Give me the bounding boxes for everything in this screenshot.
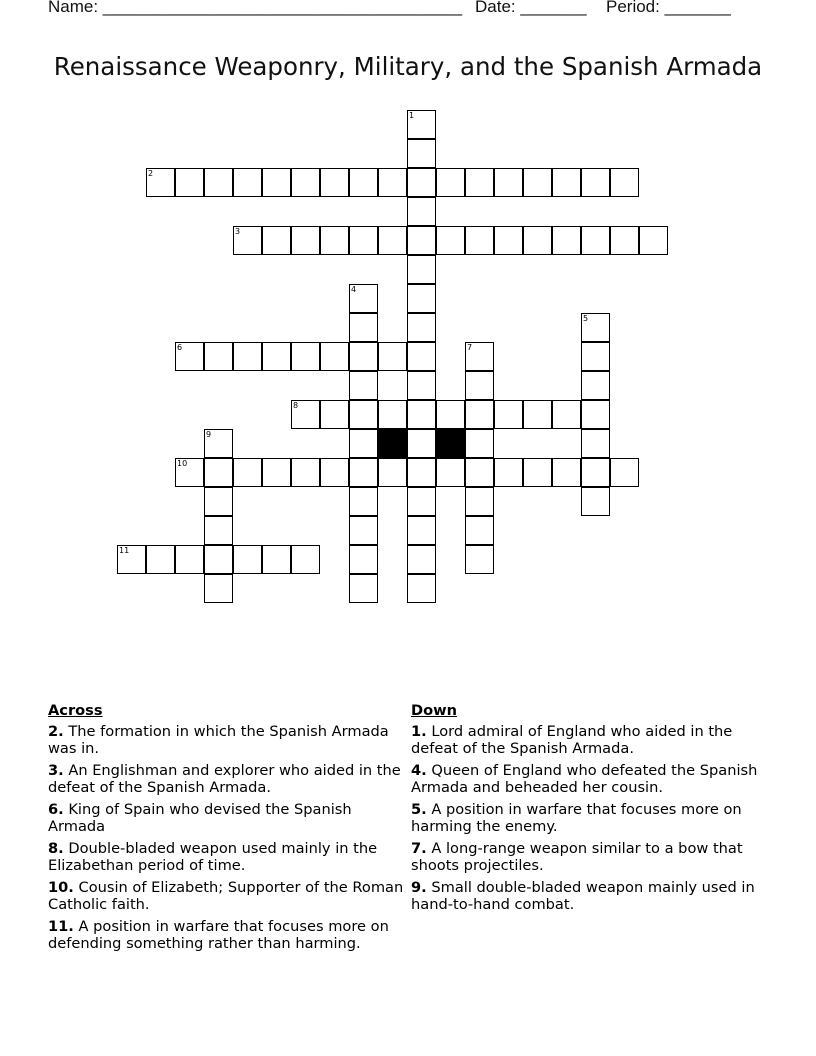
- crossword-cell[interactable]: [291, 168, 320, 197]
- across-clue: [48, 801, 413, 835]
- clue-number-label: 8.: [48, 840, 64, 857]
- clue-text: Cousin of Elizabeth; Supporter of the Roman Catholic faith.: [48, 879, 404, 913]
- crossword-cell[interactable]: [465, 168, 494, 197]
- crossword-cell[interactable]: [407, 139, 436, 168]
- crossword-cell[interactable]: [407, 458, 436, 487]
- crossword-cell[interactable]: [204, 458, 233, 487]
- clue-number-label: 4.: [411, 762, 427, 779]
- crossword-cell[interactable]: [465, 545, 494, 574]
- crossword-cell[interactable]: [349, 458, 378, 487]
- crossword-cell[interactable]: [407, 284, 436, 313]
- crossword-cell[interactable]: [320, 342, 349, 371]
- clue-number: 4: [351, 285, 357, 294]
- down-clue: [411, 840, 776, 874]
- crossword-cell[interactable]: [349, 342, 378, 371]
- crossword-cell[interactable]: [233, 458, 262, 487]
- across-clue: [48, 723, 413, 757]
- clue-number: 2: [148, 169, 154, 178]
- crossword-cell[interactable]: [465, 400, 494, 429]
- clue-text: King of Spain who devised the Spanish Armada: [48, 801, 352, 835]
- across-clues: [48, 702, 413, 957]
- clue-text: Queen of England who defeated the Spanish Armada and beheaded her cousin.: [411, 762, 758, 796]
- crossword-cell[interactable]: [146, 168, 175, 197]
- crossword-cell[interactable]: [233, 226, 262, 255]
- down-clues: [411, 702, 776, 918]
- crossword-cell[interactable]: [262, 168, 291, 197]
- clue-number: 9: [206, 430, 212, 439]
- crossword-cell[interactable]: [494, 458, 523, 487]
- crossword-cell[interactable]: [407, 574, 436, 603]
- black-square: [436, 429, 465, 458]
- crossword-cell[interactable]: [552, 226, 581, 255]
- crossword-cell[interactable]: [465, 371, 494, 400]
- crossword-cell[interactable]: [175, 342, 204, 371]
- crossword-cell[interactable]: [291, 342, 320, 371]
- name-field-label[interactable]: Name: ______________________________________: [48, 0, 463, 16]
- clue-text: The formation in which the Spanish Armada was in.: [48, 723, 389, 757]
- crossword-cell[interactable]: [175, 545, 204, 574]
- period-field-label[interactable]: Period: _______: [606, 0, 731, 16]
- across-clue: [48, 918, 413, 952]
- clue-number-label: 11.: [48, 918, 74, 935]
- across-clue: [48, 840, 413, 874]
- clue-number-label: 3.: [48, 762, 64, 779]
- crossword-cell[interactable]: [407, 545, 436, 574]
- crossword-cell[interactable]: [581, 168, 610, 197]
- crossword-cell[interactable]: [436, 458, 465, 487]
- down-heading: Down: [411, 702, 458, 719]
- crossword-cell[interactable]: [581, 371, 610, 400]
- clue-text: A position in warfare that focuses more on harming the enemy.: [411, 801, 742, 835]
- clue-number-label: 6.: [48, 801, 64, 818]
- crossword-cell[interactable]: [233, 168, 262, 197]
- crossword-cell[interactable]: [407, 168, 436, 197]
- crossword-cell[interactable]: [581, 458, 610, 487]
- across-heading: Across: [48, 702, 103, 719]
- crossword-cell[interactable]: [465, 458, 494, 487]
- crossword-cell[interactable]: [378, 226, 407, 255]
- crossword-cell[interactable]: [204, 487, 233, 516]
- clue-text: A long-range weapon similar to a bow that shoots projectiles.: [411, 840, 743, 874]
- date-field-label[interactable]: Date: _______: [475, 0, 587, 16]
- crossword-cell[interactable]: [349, 313, 378, 342]
- down-clue: [411, 762, 776, 796]
- crossword-cell[interactable]: [581, 487, 610, 516]
- crossword-cell[interactable]: [610, 458, 639, 487]
- crossword-cell[interactable]: [291, 226, 320, 255]
- crossword-cell[interactable]: [407, 516, 436, 545]
- crossword-cell[interactable]: [465, 516, 494, 545]
- crossword-cell[interactable]: [349, 574, 378, 603]
- crossword-cell[interactable]: [233, 545, 262, 574]
- crossword-cell[interactable]: [465, 429, 494, 458]
- clue-text: An Englishman and explorer who aided in the defeat of the Spanish Armada.: [48, 762, 401, 796]
- crossword-cell[interactable]: [407, 255, 436, 284]
- down-clue: [411, 723, 776, 757]
- crossword-cell[interactable]: [581, 400, 610, 429]
- crossword-cell[interactable]: [465, 226, 494, 255]
- clue-number: 6: [177, 343, 183, 352]
- crossword-cell[interactable]: [494, 226, 523, 255]
- crossword-cell[interactable]: [407, 400, 436, 429]
- crossword-cell[interactable]: [320, 226, 349, 255]
- crossword-cell[interactable]: [349, 429, 378, 458]
- crossword-cell[interactable]: [349, 371, 378, 400]
- clue-number-label: 1.: [411, 723, 427, 740]
- crossword-cell[interactable]: [407, 110, 436, 139]
- puzzle-title: Renaissance Weaponry, Military, and the Spanish Armada: [53, 52, 763, 81]
- across-clue: [48, 879, 413, 913]
- crossword-cell[interactable]: [204, 168, 233, 197]
- crossword-cell[interactable]: [378, 342, 407, 371]
- down-clue: [411, 879, 776, 913]
- black-square: [378, 429, 407, 458]
- crossword-cell[interactable]: [320, 168, 349, 197]
- crossword-cell[interactable]: [407, 226, 436, 255]
- crossword-cell[interactable]: [204, 342, 233, 371]
- crossword-cell[interactable]: [581, 429, 610, 458]
- clue-number: 3: [235, 227, 241, 236]
- crossword-cell[interactable]: [552, 168, 581, 197]
- crossword-cell[interactable]: [233, 342, 262, 371]
- crossword-cell[interactable]: [407, 371, 436, 400]
- clue-number-label: 9.: [411, 879, 427, 896]
- crossword-cell[interactable]: [407, 487, 436, 516]
- across-clue-list: [48, 723, 413, 952]
- crossword-cell[interactable]: [610, 168, 639, 197]
- crossword-cell[interactable]: [349, 487, 378, 516]
- crossword-cell[interactable]: [175, 168, 204, 197]
- crossword-cell[interactable]: [349, 400, 378, 429]
- crossword-cell[interactable]: [349, 226, 378, 255]
- clue-number-label: 2.: [48, 723, 64, 740]
- crossword-cell[interactable]: [552, 400, 581, 429]
- crossword-cell[interactable]: [349, 284, 378, 313]
- crossword-cell[interactable]: [204, 429, 233, 458]
- crossword-cell[interactable]: [291, 458, 320, 487]
- crossword-cell[interactable]: [349, 516, 378, 545]
- crossword-cell[interactable]: [204, 574, 233, 603]
- crossword-cell[interactable]: [204, 516, 233, 545]
- crossword-cell[interactable]: [465, 487, 494, 516]
- crossword-cell[interactable]: [581, 226, 610, 255]
- crossword-cell[interactable]: [175, 458, 204, 487]
- crossword-cell[interactable]: [378, 168, 407, 197]
- clue-number: 5: [583, 314, 589, 323]
- crossword-cell[interactable]: [407, 313, 436, 342]
- crossword-cell[interactable]: [291, 400, 320, 429]
- crossword-cell[interactable]: [639, 226, 668, 255]
- clue-number: 10: [177, 459, 188, 468]
- crossword-cell[interactable]: [146, 545, 175, 574]
- clue-number: 11: [119, 546, 130, 555]
- crossword-cell[interactable]: [262, 545, 291, 574]
- crossword-cell[interactable]: [117, 545, 146, 574]
- down-clue: [411, 801, 776, 835]
- crossword-cell[interactable]: [494, 400, 523, 429]
- clue-number: 1: [409, 111, 415, 120]
- crossword-cell[interactable]: [407, 197, 436, 226]
- crossword-cell[interactable]: [349, 168, 378, 197]
- crossword-cell[interactable]: [320, 400, 349, 429]
- clue-text: Double-bladed weapon used mainly in the Elizabethan period of time.: [48, 840, 378, 874]
- crossword-cell[interactable]: [581, 313, 610, 342]
- clue-number-label: 10.: [48, 879, 74, 896]
- crossword-cell[interactable]: [436, 168, 465, 197]
- crossword-cell[interactable]: [436, 226, 465, 255]
- clue-text: Small double-bladed weapon mainly used in hand-to-hand combat.: [411, 879, 755, 913]
- crossword-cell[interactable]: [349, 545, 378, 574]
- crossword-cell[interactable]: [262, 342, 291, 371]
- crossword-cell[interactable]: [494, 168, 523, 197]
- crossword-cell[interactable]: [581, 342, 610, 371]
- crossword-cell[interactable]: [204, 545, 233, 574]
- clue-number-label: 7.: [411, 840, 427, 857]
- crossword-cell[interactable]: [407, 342, 436, 371]
- crossword-cell[interactable]: [320, 458, 349, 487]
- crossword-cell[interactable]: [465, 342, 494, 371]
- crossword-cell[interactable]: [378, 458, 407, 487]
- clue-number-label: 5.: [411, 801, 427, 818]
- crossword-cell[interactable]: [523, 400, 552, 429]
- across-clue: [48, 762, 413, 796]
- crossword-cell[interactable]: [523, 458, 552, 487]
- clue-text: A position in warfare that focuses more on defending something rather than harming.: [48, 918, 389, 952]
- crossword-cell[interactable]: [262, 226, 291, 255]
- crossword-cell[interactable]: [407, 429, 436, 458]
- crossword-cell[interactable]: [291, 545, 320, 574]
- crossword-cell[interactable]: [523, 226, 552, 255]
- crossword-cell[interactable]: [436, 400, 465, 429]
- down-clue-list: [411, 723, 776, 913]
- crossword-cell[interactable]: [610, 226, 639, 255]
- crossword-cell[interactable]: [523, 168, 552, 197]
- clue-text: Lord admiral of England who aided in the defeat of the Spanish Armada.: [411, 723, 733, 757]
- crossword-cell[interactable]: [378, 400, 407, 429]
- crossword-cell[interactable]: [262, 458, 291, 487]
- clue-number: 8: [293, 401, 299, 410]
- clue-number: 7: [467, 343, 473, 352]
- crossword-cell[interactable]: [552, 458, 581, 487]
